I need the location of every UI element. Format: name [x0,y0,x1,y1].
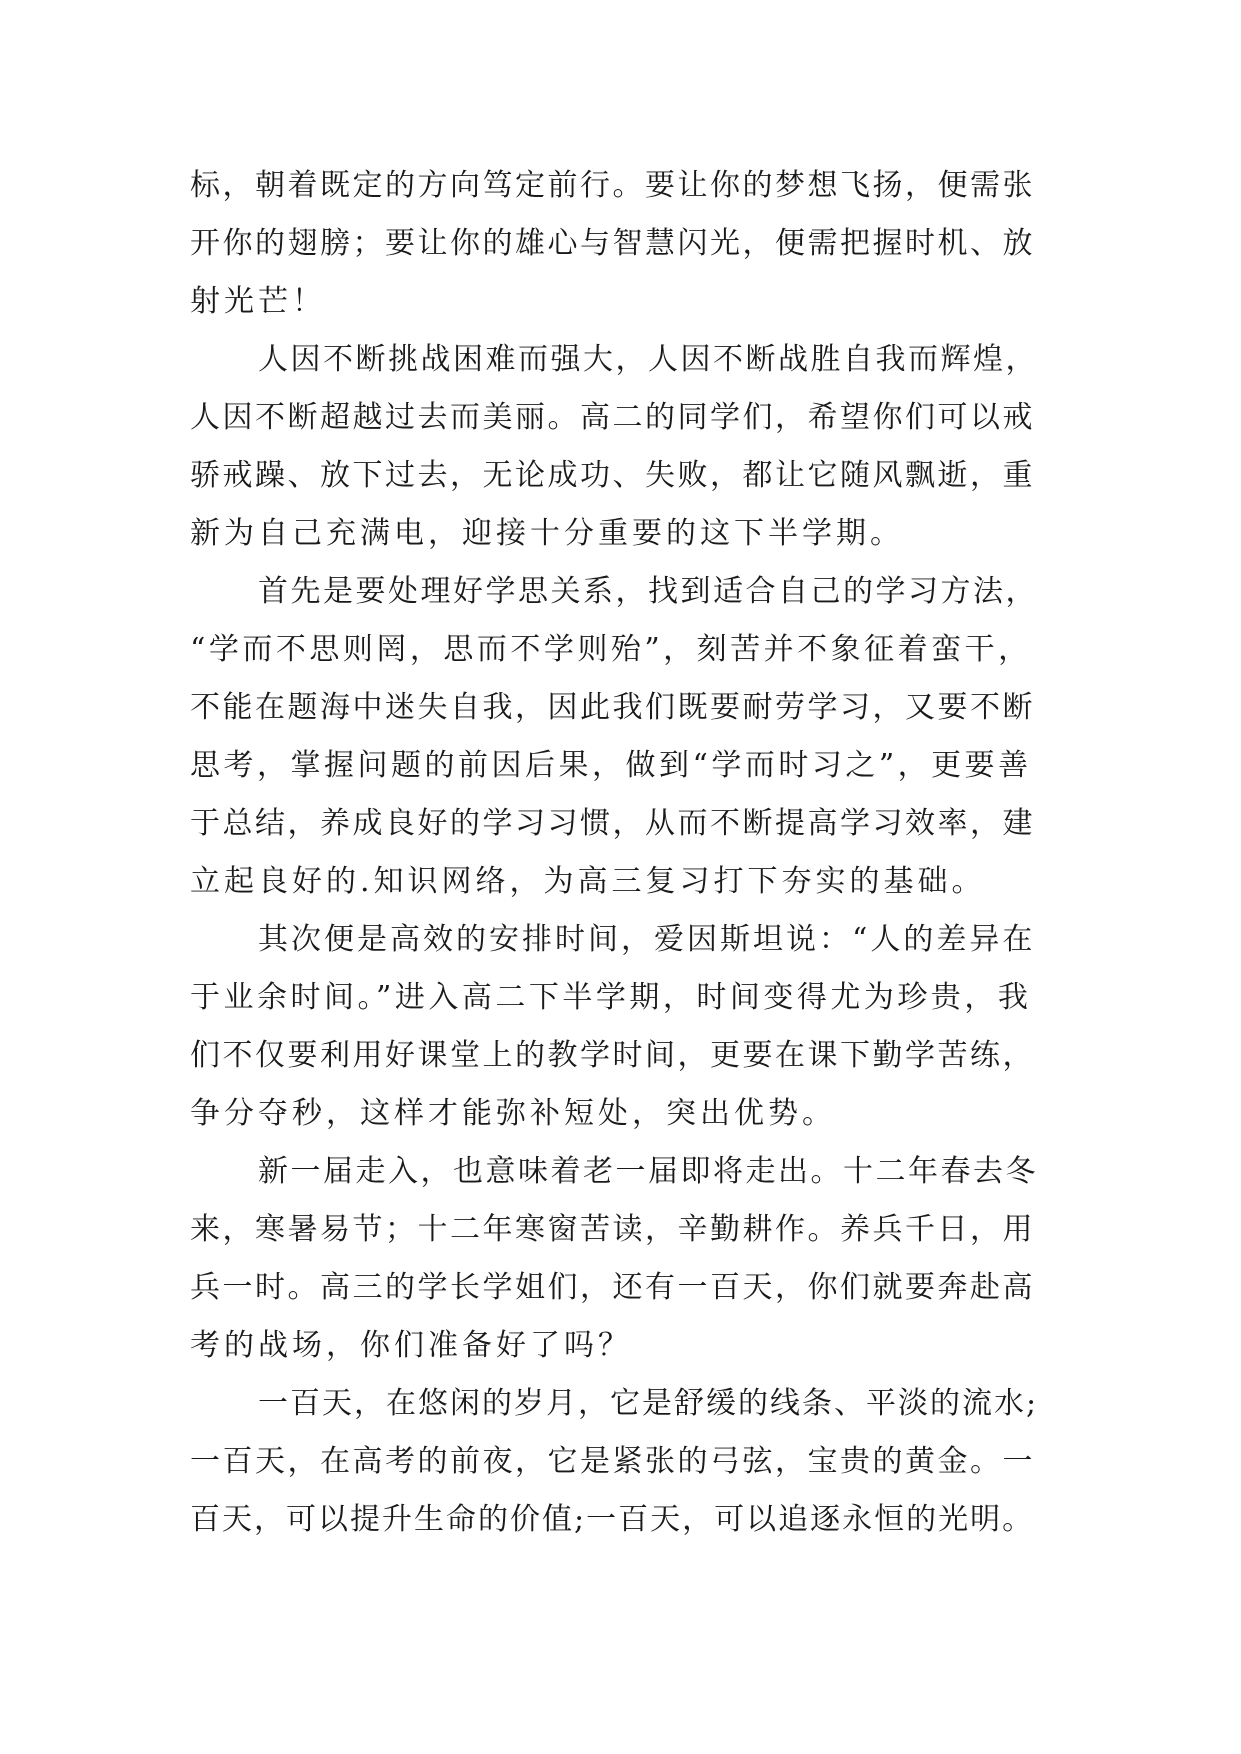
text-line: 一百天，在高考的前夜，它是紧张的弓弦，宝贵的黄金。一 [190,1444,1035,1479]
text-line: 新为自己充满电，迎接十分重要的这下半学期。 [190,516,904,551]
paragraph [190,911,1040,1143]
text-line: 于业余时间。”进入高二下半学期，时间变得尤为珍贵，我 [190,980,1032,1015]
text-line: 其次便是高效的安排时间，爱因斯坦说：“人的差异在 [258,922,1036,957]
paragraph [190,331,1040,563]
text-line: 兵一时。高三的学长学姐们，还有一百天，你们就要奔赴高 [190,1270,1035,1305]
text-line: 人因不断超越过去而美丽。高二的同学们，希望你们可以戒 [190,400,1035,435]
text-line: 新一届走入，也意味着老一届即将走出。十二年春去冬 [258,1154,1038,1189]
text-line: 们不仅要利用好课堂上的教学时间，更要在课下勤学苦练， [190,1038,1035,1073]
paragraph [190,157,1040,331]
text-line: 争分夺秒，这样才能弥补短处，突出优势。 [190,1096,836,1131]
text-line: 于总结，养成良好的学习习惯，从而不断提高学习效率，建 [190,806,1035,841]
text-line: 考的战场，你们准备好了吗？ [190,1328,632,1363]
text-line: 骄戒躁、放下过去，无论成功、失败，都让它随风飘逝，重 [190,458,1035,493]
text-line: “学而不思则罔，思而不学则殆”，刻苦并不象征着蛮干， [190,632,1032,667]
document-body [190,157,1040,1549]
text-line: 一百天，在悠闲的岁月，它是舒缓的线条、平淡的流水; [258,1386,1039,1421]
text-line: 不能在题海中迷失自我，因此我们既要耐劳学习，又要不断 [190,690,1035,725]
text-line: 射光芒！ [190,284,326,319]
paragraph [190,1143,1040,1375]
paragraph [190,563,1040,911]
text-line: 百天，可以提升生命的价值;一百天，可以追逐永恒的光明。 [190,1502,1035,1537]
text-line: 人因不断挑战困难而强大，人因不断战胜自我而辉煌， [258,342,1038,377]
text-line: 标，朝着既定的方向笃定前行。要让你的梦想飞扬，便需张 [190,168,1035,203]
text-line: 开你的翅膀；要让你的雄心与智慧闪光，便需把握时机、放 [190,226,1035,261]
text-line: 思考，掌握问题的前因后果，做到“学而时习之”，更要善 [190,748,1032,783]
text-line: 首先是要处理好学思关系，找到适合自己的学习方法， [258,574,1038,609]
paragraph [190,1375,1040,1549]
text-line: 来，寒暑易节；十二年寒窗苦读，辛勤耕作。养兵千日，用 [190,1212,1035,1247]
text-line: 立起良好的.知识网络，为高三复习打下夯实的基础。 [190,864,986,899]
